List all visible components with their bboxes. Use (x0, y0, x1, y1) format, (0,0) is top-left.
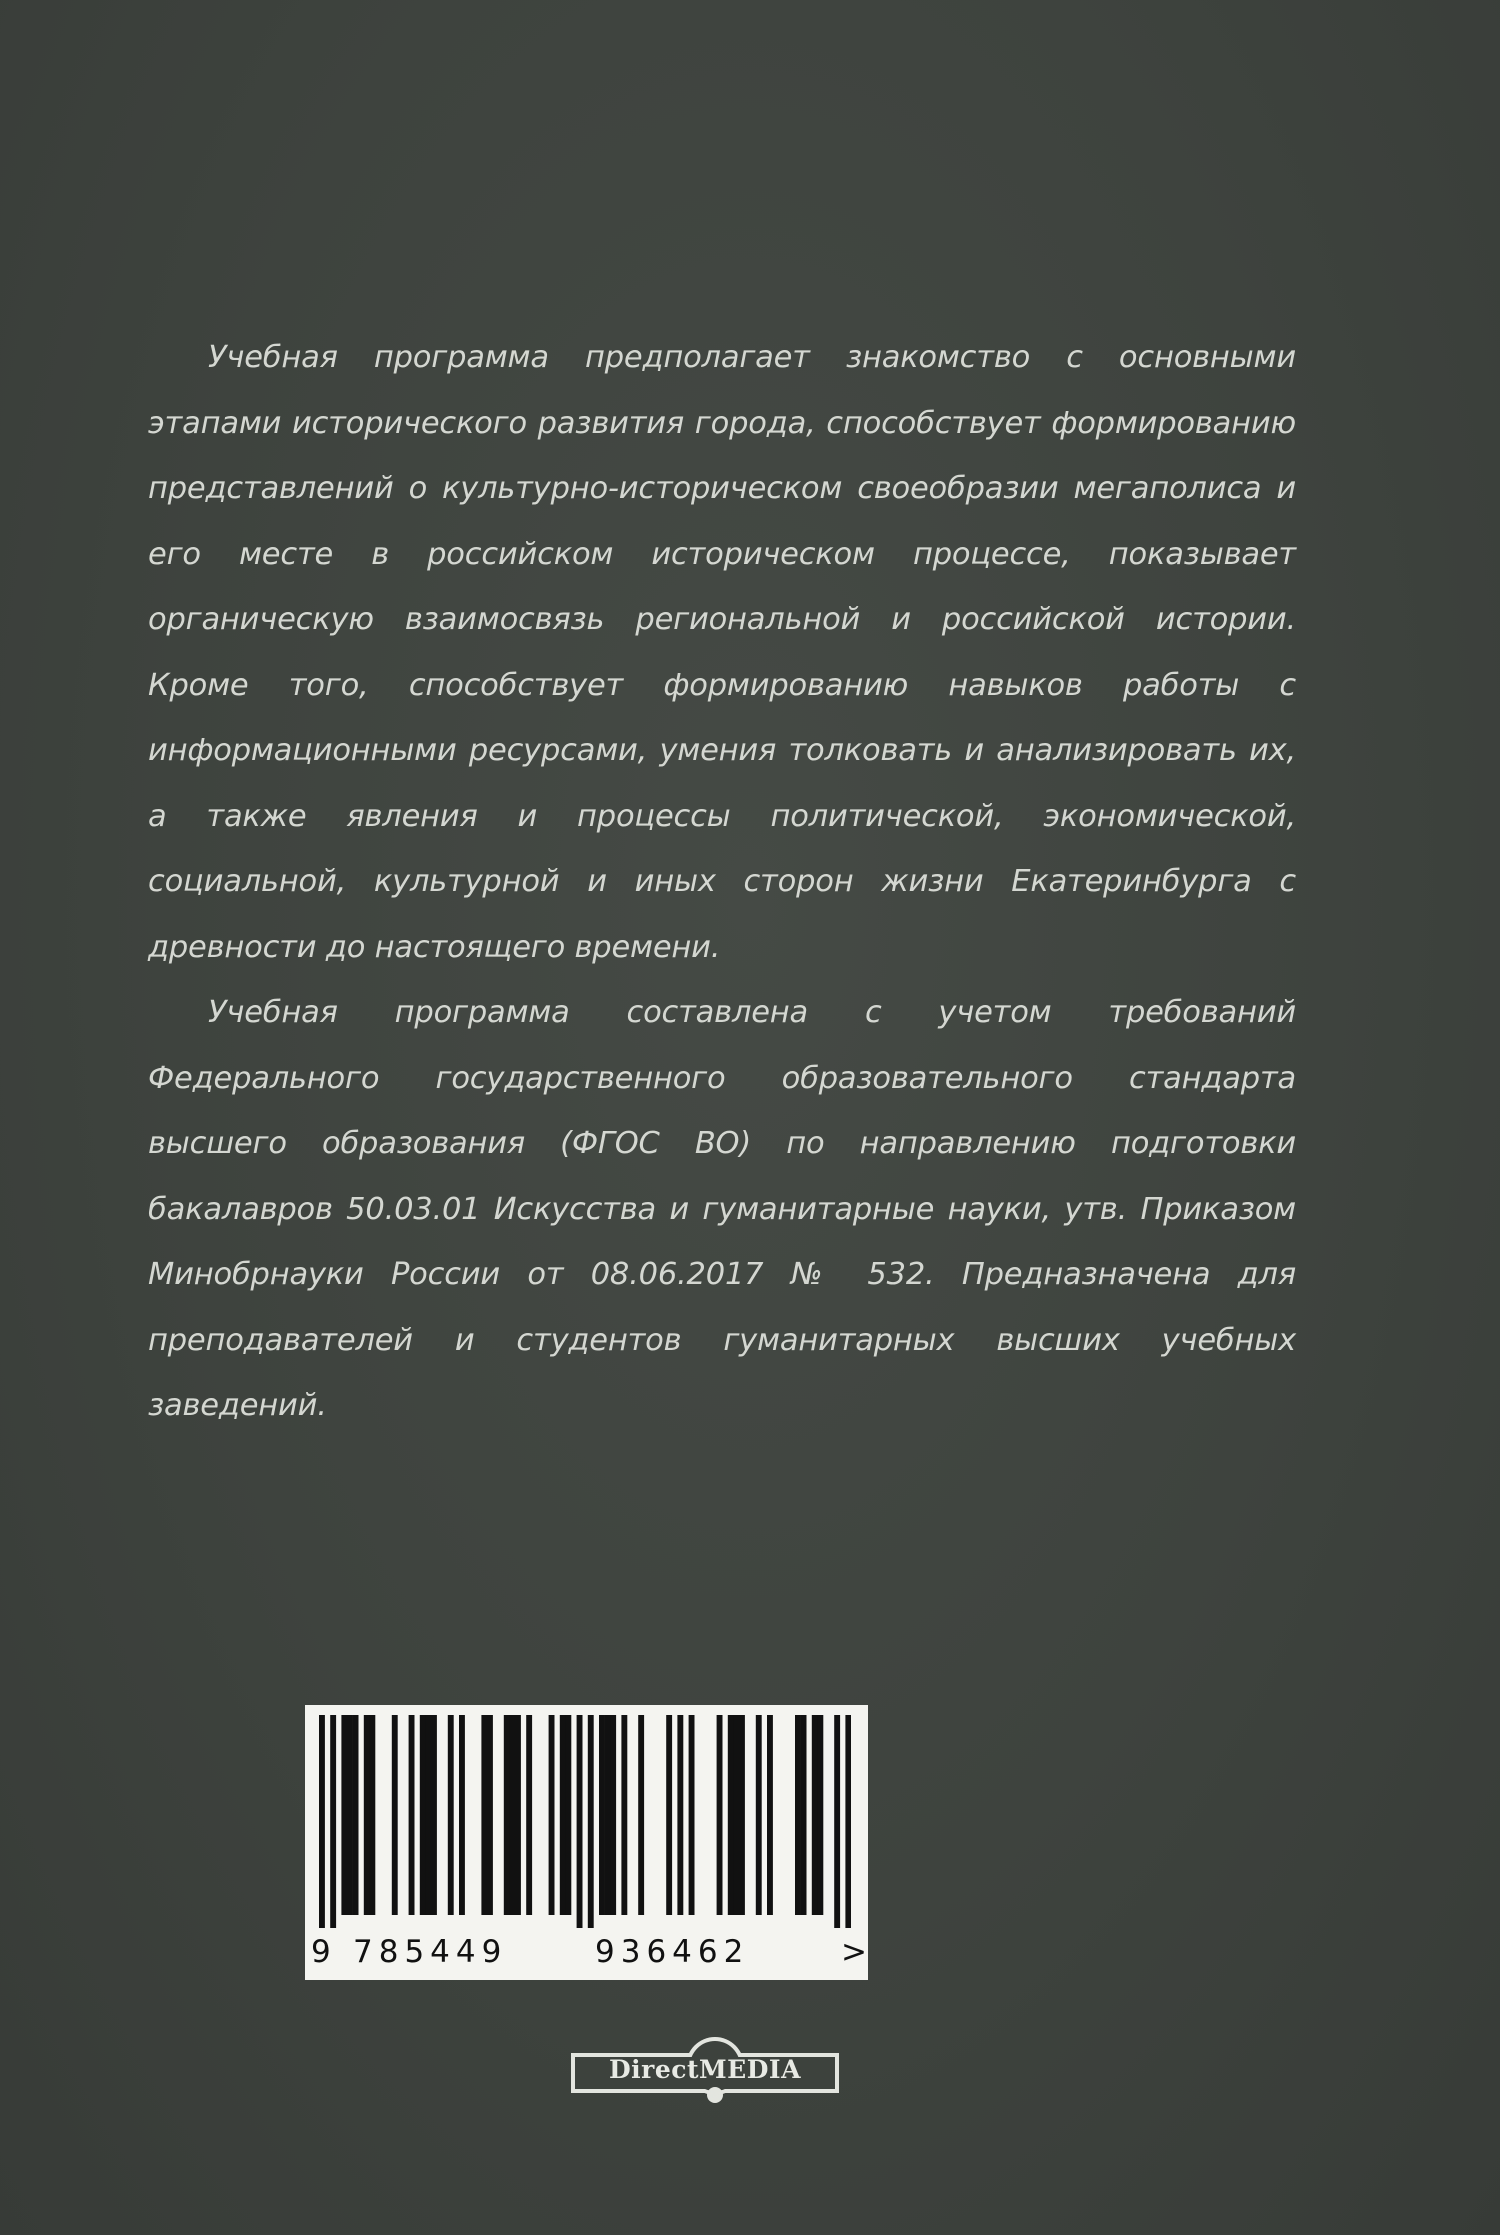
barcode-bar (341, 1715, 347, 1915)
barcode-bar (330, 1715, 336, 1928)
barcode-bar (756, 1715, 762, 1915)
barcode-digits (305, 1934, 873, 1974)
barcode-bar (801, 1715, 807, 1915)
barcode-bar (845, 1715, 851, 1928)
barcode-bar (549, 1715, 555, 1915)
barcode-bar (739, 1715, 745, 1915)
barcode-bar (481, 1715, 487, 1915)
barcode-bar (526, 1715, 532, 1915)
barcode-bar (621, 1715, 627, 1915)
barcode-bar (577, 1715, 583, 1928)
barcode-bar (347, 1715, 353, 1915)
barcode-bar (459, 1715, 465, 1915)
barcode-bar (588, 1715, 594, 1928)
annotation-text (148, 325, 1296, 1439)
barcode-bar (319, 1715, 325, 1928)
annotation-paragraph-1: Учебная программа предполагает знакомство с основными этапами исторического развития города, способствует формированию представлений о культурно-историческом своеобразии мегаполиса и его месте в российском историческом процессе, показывает органическую взаимосвязь региональной и российской истории. Кроме того, способствует формированию навыков работы с информационными ресурсами, умения толковать и анализировать их, а также явления и процессы политической, экономической, социальной, культурной и иных сторон жизни Екатеринбурга с древности до настоящего времени. (148, 340, 1296, 965)
barcode-bar (689, 1715, 695, 1915)
barcode-bar (728, 1715, 734, 1915)
barcode-bar (448, 1715, 454, 1915)
barcode-bar (666, 1715, 672, 1915)
barcode-bars (319, 1715, 851, 1928)
barcode-bar (369, 1715, 375, 1915)
publisher-name: DirectMEDIA (608, 2055, 802, 2084)
barcode-bar (733, 1715, 739, 1915)
isbn-barcode (305, 1705, 873, 1980)
barcode-bar (599, 1715, 605, 1915)
barcode-bar (409, 1715, 415, 1915)
barcode-bar (425, 1715, 431, 1915)
barcode-bar (431, 1715, 437, 1915)
barcode-bar (677, 1715, 683, 1915)
annotation-paragraph-2: Учебная программа составлена с учетом требований Федерального государственного образовательного стандарта высшего образования (ФГОС ВО) по направлению подготовки бакалавров 50.03.01 Искусства и гуманитарные науки, утв. Приказом Минобрнауки России от 08.06.2017 № 532. Предназначена для преподавателей и студентов гуманитарных высших учебных заведений. (148, 995, 1296, 1423)
barcode-bar (509, 1715, 515, 1915)
barcode-bar (420, 1715, 426, 1915)
barcode-bar (565, 1715, 571, 1915)
barcode-bar (834, 1715, 840, 1928)
barcode-left-group: 785449 (353, 1934, 508, 1970)
barcode-bar (353, 1715, 359, 1915)
barcode-bar (817, 1715, 823, 1915)
barcode-bar (487, 1715, 493, 1915)
logo-dot-icon (707, 2087, 723, 2103)
barcode-bar (504, 1715, 510, 1915)
barcode-bar (392, 1715, 398, 1915)
barcode-bar (795, 1715, 801, 1915)
barcode-bar (515, 1715, 521, 1915)
barcode-right-group: 936462 (595, 1934, 750, 1970)
barcode-bar (364, 1715, 370, 1915)
barcode-bar (812, 1715, 818, 1915)
barcode-bar (560, 1715, 566, 1915)
barcode-bar (610, 1715, 616, 1915)
barcode-bar (767, 1715, 773, 1915)
barcode-end-mark: > (841, 1934, 873, 1970)
publisher-logo (571, 2013, 841, 2133)
barcode-bar (638, 1715, 644, 1915)
barcode-bar (605, 1715, 611, 1915)
barcode-bar (717, 1715, 723, 1915)
barcode-first-digit: 9 (311, 1934, 337, 1970)
